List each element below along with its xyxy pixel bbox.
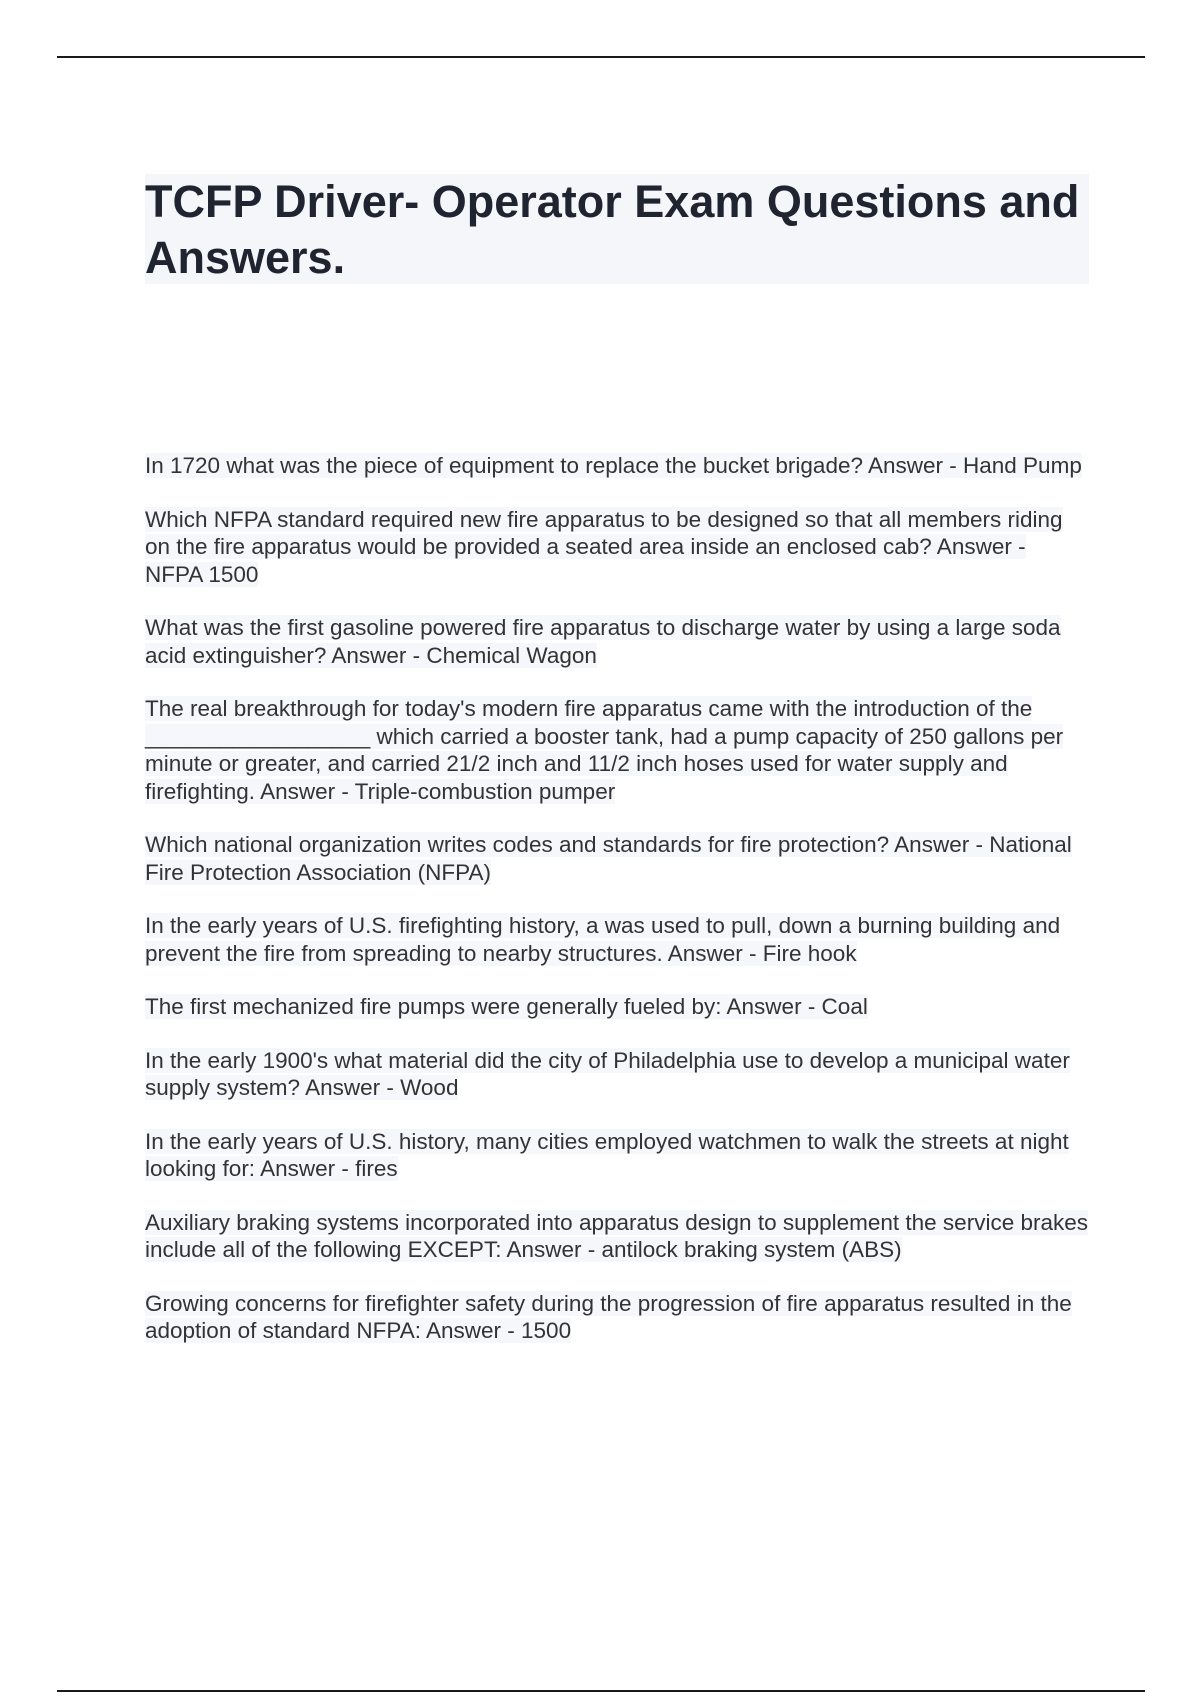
qa-text: In the early 1900's what material did the city of Philadelphia use to develop a municipal water supply system? Answer - Wood	[145, 1047, 1070, 1100]
qa-text: In the early years of U.S. firefighting history, a was used to pull, down a burning building and prevent the fire from spreading to nearby structures. Answer - Fire hook	[145, 913, 1061, 966]
qa-text: The real breakthrough for today's modern fire apparatus came with the introduction of the __________________ which carried a booster tank, had a pump capacity of 250 gallons per minute or greater, and carried 21/2 inch and 11/2 inch hoses used for water supply and firefighting. Answer - Triple-combustion pumper	[145, 696, 1064, 804]
qa-item	[145, 993, 1089, 1021]
qa-text: What was the first gasoline powered fire apparatus to discharge water by using a large soda acid extinguisher? Answer - Chemical Wagon	[145, 615, 1061, 668]
qa-item	[145, 1128, 1089, 1183]
qa-text: In the early years of U.S. history, many cities employed watchmen to walk the streets at night looking for: Answer - fires	[145, 1128, 1069, 1181]
qa-text: The first mechanized fire pumps were generally fueled by: Answer - Coal	[145, 994, 868, 1019]
qa-item	[145, 695, 1089, 805]
qa-text: Which national organization writes codes and standards for fire protection? Answer - National Fire Protection Association (NFPA)	[145, 832, 1072, 885]
qa-list	[145, 452, 1089, 1371]
qa-item	[145, 452, 1089, 480]
qa-item	[145, 1047, 1089, 1102]
bottom-rule	[57, 1690, 1145, 1692]
qa-item	[145, 912, 1089, 967]
top-rule	[57, 56, 1145, 58]
qa-text: Which NFPA standard required new fire apparatus to be designed so that all members riding on the fire apparatus would be provided a seated area inside an enclosed cab? Answer - NFPA 1500	[145, 506, 1063, 587]
qa-text: Growing concerns for firefighter safety during the progression of fire apparatus resulted in the adoption of standard NFPA: Answer - 1500	[145, 1290, 1072, 1343]
document-title: TCFP Driver- Operator Exam Questions and Answers.	[145, 176, 1080, 283]
qa-item	[145, 614, 1089, 669]
qa-item	[145, 1209, 1089, 1264]
qa-item	[145, 831, 1089, 886]
qa-text: Auxiliary braking systems incorporated into apparatus design to supplement the service brakes include all of the following EXCEPT: Answer - antilock braking system (ABS)	[145, 1209, 1088, 1262]
qa-text: In 1720 what was the piece of equipment to replace the bucket brigade? Answer - Hand Pump	[145, 453, 1082, 478]
title-block	[145, 174, 1089, 284]
qa-item	[145, 1290, 1089, 1345]
qa-item	[145, 506, 1089, 589]
